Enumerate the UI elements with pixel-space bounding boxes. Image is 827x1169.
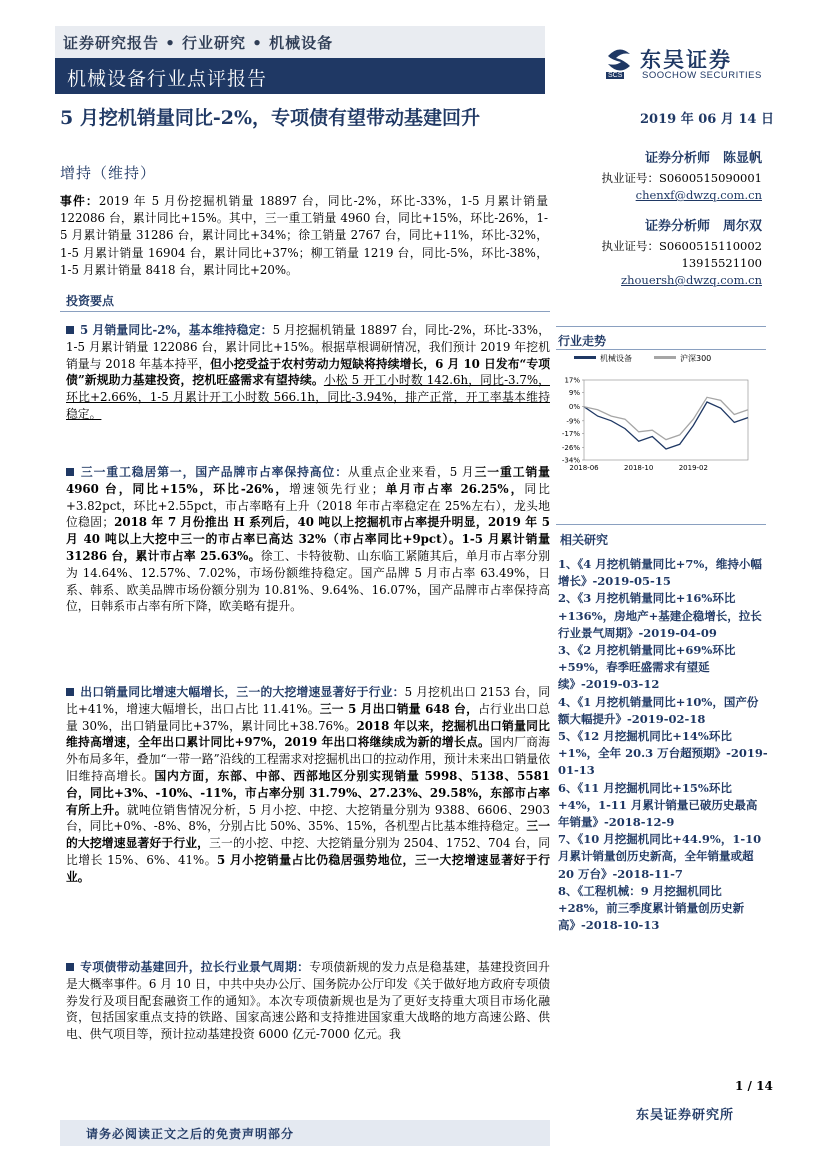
breadcrumb: 证券研究报告 • 行业研究 • 机械设备 bbox=[63, 34, 334, 52]
logo-mark-text: SCS bbox=[608, 72, 623, 79]
analyst-email[interactable]: chenxf@dwzq.com.cn bbox=[635, 188, 762, 202]
y-tick-label: 9% bbox=[568, 389, 580, 398]
analyst-email[interactable]: zhouersh@dwzq.com.cn bbox=[621, 273, 762, 287]
legend-swatch-industry bbox=[574, 356, 596, 359]
y-tick-label: -17% bbox=[561, 429, 580, 438]
key-point-head: 三一重工稳居第一，国产品牌市占率保持高位： bbox=[80, 465, 348, 479]
y-tick-label: 0% bbox=[568, 403, 580, 412]
industry-trend-chart bbox=[556, 352, 756, 477]
y-tick-label: 17% bbox=[564, 376, 580, 385]
key-point-bold: 单月市占率 26.25%， bbox=[383, 481, 525, 496]
related-item[interactable]: 3、《2 月挖机销量同比+69%环比+59%，春季旺盛需求有望延续》-2019-03-12 bbox=[558, 643, 736, 692]
y-tick-label: -34% bbox=[561, 456, 580, 465]
key-point-head: 出口销量同比增速大幅增长，三一的大挖增速显著好于行业： bbox=[80, 685, 405, 699]
logo-en: SOOCHOW SECURITIES bbox=[642, 70, 762, 81]
key-point-text: 三一的小挖、中挖、大挖销量分别为 2504、1752、704 台，同比增长 15%、6%、41%。 bbox=[66, 836, 550, 867]
key-point-text: 同比+3.82pct，环比+2.55pct，市占率略有上升（2018 年市占率稳定在 25%左右），龙头地位稳固； bbox=[66, 481, 550, 530]
bullet-square-icon bbox=[66, 326, 74, 334]
related-research-label: 相关研究 bbox=[560, 533, 609, 547]
key-point-bold: 2018 年以来，挖掘机出口销量同比维持高增速，全年出口累计同比+97%，2019 年出口将继续成为新的增长点。 bbox=[66, 718, 550, 750]
key-point-text: 徐工、卡特彼勒、山东临工紧随其后，单月市占率分别为 14.64%、12.57%、7.02%，市场份额维持稳定。国产品牌 5 月市占率 63.49%，日系、韩系、欧美品牌市场份额分别为 10.81%、9.64%、16.07%，国产品牌市占率保持高位，日韩系市占率有所下降，欧美略有提升。 bbox=[66, 548, 550, 614]
key-point-2 bbox=[66, 464, 550, 615]
y-tick-label: -9% bbox=[566, 417, 580, 426]
divider bbox=[60, 311, 550, 312]
logo-cn: 东吴证券 bbox=[640, 47, 732, 72]
analyst-cert: 执业证号：S0600515110002 bbox=[601, 239, 762, 253]
report-type-bar bbox=[55, 58, 545, 94]
x-tick-label: 2018-06 bbox=[569, 464, 599, 472]
x-tick-label: 2018-10 bbox=[624, 464, 654, 472]
chart-series bbox=[584, 397, 748, 449]
related-item[interactable]: 2、《3 月挖机销量同比+16%环比+136%，房地产+基建企稳增长，拉长行业景气周期》-2019-04-09 bbox=[558, 591, 762, 640]
key-point-text: 就吨位销售情况分析，5 月小挖、中挖、大挖销量分别为 9388、6606、2903 台，同比+0%、-8%、8%，分别占比 50%、35%、15%，各机型占比基本维持稳定。 bbox=[66, 802, 550, 834]
logo-mark-icon bbox=[604, 46, 634, 74]
y-tick-label: -26% bbox=[561, 443, 580, 452]
related-item[interactable]: 4、《1 月挖机销量同比+10%，国产份额大幅提升》-2019-02-18 bbox=[558, 694, 759, 726]
page-number: 1 / 14 bbox=[735, 1079, 773, 1093]
report-date: 2019 年 06 月 14 日 bbox=[640, 112, 774, 127]
divider bbox=[556, 349, 766, 350]
series-line-industry bbox=[584, 402, 748, 449]
analyst-phone: 13915521100 bbox=[681, 256, 762, 270]
related-research-list bbox=[558, 556, 768, 934]
analyst-role: 证券分析师 周尔双 bbox=[644, 219, 762, 234]
bullet-square-icon bbox=[66, 963, 74, 971]
series-line-index bbox=[584, 397, 748, 439]
key-points-label: 投资要点 bbox=[66, 294, 115, 308]
analyst-cert: 执业证号：S0600515090001 bbox=[601, 171, 762, 185]
key-point-head: 5 月销量同比-2%，基本维持稳定： bbox=[80, 323, 273, 337]
legend-label-index: 沪深300 bbox=[680, 354, 712, 363]
key-point-bold: 2018 年 7 月份推出 H 系列后，40 吨以上挖掘机市占率提升明显，2019 年 5 月 40 吨以上大挖中三一的市占率已高达 32%（市占率同比+9pct）。1-5 月累计销量 31286 台，累计市占率 25.63%。 bbox=[66, 515, 550, 563]
analyst-card bbox=[590, 150, 762, 204]
report-title: 5 月挖机销量同比-2%，专项债有望带动基建回升 bbox=[60, 107, 480, 129]
key-point-text: 从重点企业来看，5 月 bbox=[347, 465, 475, 479]
key-point-text: 国内厂商海外布局多年，叠加“一带一路”沿线的工程需求对挖掘机出口的拉动作用，预计未来出口销量依旧维持高增长。 bbox=[66, 735, 550, 783]
key-point-bold: 三一重工销量 4960 台，同比+15%，环比-26%， bbox=[66, 465, 550, 496]
related-item[interactable]: 7、《10 月挖掘机同比+44.9%，1-10 月累计销量创历史新高，全年销量或超 20 万台》-2018-11-7 bbox=[558, 832, 762, 881]
company-logo bbox=[604, 46, 784, 84]
legend-swatch-index bbox=[654, 356, 676, 359]
key-point-4 bbox=[66, 959, 550, 1043]
key-point-3 bbox=[66, 684, 550, 886]
key-point-bold: 5 月小挖销量占比仍稳居强势地位，三一大挖增速显著好于行业。 bbox=[66, 852, 550, 884]
related-item[interactable]: 6、《11 月挖掘机同比+15%环比+4%，1-11 月累计销量已破历史最高年销量》-2018-12-9 bbox=[558, 780, 758, 830]
event-label: 事件： bbox=[60, 194, 99, 208]
trend-label: 行业走势 bbox=[558, 334, 607, 348]
analyst-role: 证券分析师 陈显帆 bbox=[644, 151, 762, 166]
key-point-bold: 三一的大挖增速显著好于行业， bbox=[66, 819, 550, 851]
key-point-1 bbox=[66, 322, 550, 423]
key-point-underlined: 小松 5 开工小时数 142.6h，同比-3.7%，环比+2.66%，1-5 月累计开工小时数 566.1h，同比-3.94%，排产正常，开工率基本维持稳定。 bbox=[66, 373, 550, 421]
related-item[interactable]: 8、《工程机械：9 月挖掘机同比+28%，前三季度累计销量创历史新高》-2018-10-13 bbox=[558, 883, 745, 933]
disclaimer-text: 请务必阅读正文之后的免责声明部分 bbox=[86, 1127, 295, 1141]
key-point-bold: 三一 5 月出口销量 648 台， bbox=[319, 701, 479, 716]
key-point-text: 增速领先行业； bbox=[289, 481, 384, 496]
legend-label-industry: 机械设备 bbox=[600, 354, 632, 363]
key-point-text: 5 月挖机出口 2153 台，同比+41%，增速大幅增长，出口占比 11.41%。 bbox=[66, 685, 550, 716]
header-breadcrumb-bar bbox=[55, 26, 545, 58]
key-point-bold: 但小挖受益于农村劳动力短缺将持续增长，6 月 10 日发布“专项债”新规助力基建投资，挖机旺盛需求有望持续。 bbox=[66, 356, 551, 388]
bullet-square-icon bbox=[66, 688, 74, 696]
divider bbox=[556, 524, 766, 525]
related-item[interactable]: 1、《4 月挖机销量同比+7%，维持小幅增长》-2019-05-15 bbox=[558, 557, 762, 589]
report-type: 机械设备行业点评报告 bbox=[67, 68, 268, 90]
event-paragraph bbox=[60, 193, 548, 279]
analyst-card bbox=[590, 218, 762, 289]
divider bbox=[556, 326, 766, 327]
bullet-square-icon bbox=[66, 468, 74, 476]
event-text: 2019 年 5 月份挖掘机销量 18897 台，同比-2%，环比-33%，1-5 月累计销量 122086 台，累计同比+15%。其中，三一重工销量 4960 台，同比+15%，环比-26%，1-5 月累计销量 31286 台，累计同比+34%；徐工销量 2767 台，同比+11%，环比-32%，1-5 月累计销量 16904 台，累计同比+37%；柳工销量 1219 台，同比-5%，环比-38%，1-5 月累计销量 8418 台，累计同比+20%。 bbox=[60, 194, 548, 277]
key-point-text: 5 月挖掘机销量 18897 台，同比-2%，环比-33%，1-5 月累计销量 122086 台，累计同比+15%。根据草根调研情况，我们预计 2019 年挖机销量与 2018 年基本持平， bbox=[66, 323, 550, 371]
key-point-text: 专项债新规的发力点是稳基建，基建投资回升是大概率事件。6 月 10 日，中共中央办公厅、国务院办公厅印发《关于做好地方政府专项债券发行及项目配套融资工作的通知》。本次专项债新规也是为了更好支持重大项目市场化融资，包括国家重点支持的铁路、国家高速公路和支持推进国家重大战略的地方高速公路、供电、供气项目等，预计拉动基建投资 6000 亿元-7000 亿元。我 bbox=[66, 960, 550, 1042]
key-point-bold: 国内方面，东部、中部、西部地区分别实现销量 5998、5138、5581 台，同比+3%、-10%、-11%，市占率分别 31.79%、27.23%、29.58%，东部市占率有所上升。 bbox=[66, 768, 550, 817]
key-point-head: 专项债带动基建回升，拉长行业景气周期： bbox=[80, 960, 310, 974]
x-tick-label: 2019-02 bbox=[678, 464, 708, 472]
related-item[interactable]: 5、《12 月挖掘机同比+14%环比+1%，全年 20.3 万台超预期》-2019-01-13 bbox=[558, 729, 768, 778]
chart-axes bbox=[562, 377, 748, 473]
institute-name: 东吴证券研究所 bbox=[636, 1108, 735, 1123]
disclaimer-footer bbox=[60, 1120, 550, 1146]
key-point-text: 占行业出口总量 30%，出口销量同比+37%，累计同比+38.76%。 bbox=[66, 701, 550, 733]
rating: 增持（维持） bbox=[60, 164, 157, 182]
